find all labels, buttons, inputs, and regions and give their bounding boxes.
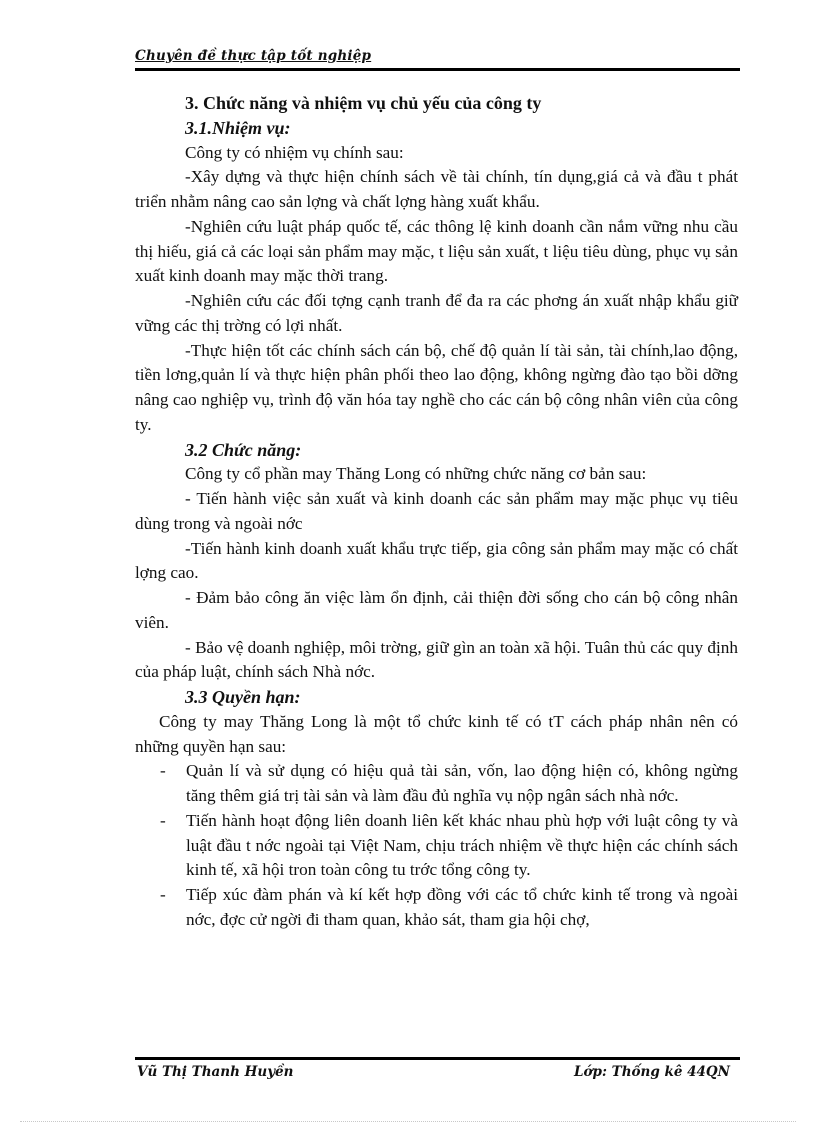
header-title: Chuyên đề thực tập tốt nghiệp	[135, 48, 372, 64]
document-body	[135, 91, 738, 933]
dash-bullet-icon: -	[160, 885, 166, 904]
list-item	[135, 883, 738, 933]
list-item	[135, 759, 738, 809]
list-item-text: Quản lí và sử dụng có hiệu quả tài sản, vốn, lao động hiện có, không ngừng tăng thêm giá trị tài sản và làm đầu đủ nghĩa vụ nộp ngân sách nhà nớc.	[186, 761, 738, 805]
dash-bullet-icon: -	[160, 761, 166, 781]
paragraph: - Đảm bảo công ăn việc làm ổn định, cải thiện đời sống cho cán bộ công nhân viên.	[135, 588, 738, 632]
list-item-text: Tiếp xúc đàm phán và kí kết hợp đồng với các tổ chức kinh tế trong và ngoài nớc, đợc cử ngời đi tham quan, khảo sát, tham gia hội chợ,	[186, 885, 738, 929]
paragraph: - Bảo vệ doanh nghiệp, môi trờng, giữ gìn an toàn xã hội. Tuân thủ các quy định của pháp luật, chính sách Nhà nớc.	[135, 637, 738, 682]
subsection-title-nhiem-vu: 3.1.Nhiệm vụ:	[185, 117, 291, 138]
footer-author: Vũ Thị Thanh Huyền	[137, 1064, 294, 1080]
page-boundary-divider	[20, 1121, 796, 1122]
paragraph: - Tiến hành việc sản xuất và kinh doanh các sản phẩm may mặc phục vụ tiêu dùng trong và ngoài nớc	[135, 489, 738, 533]
section-title: 3. Chức năng và nhiệm vụ chủ yếu của công ty	[185, 93, 542, 113]
subsection-lead: Công ty cổ phần may Thăng Long có những chức năng cơ bản sau:	[185, 464, 647, 484]
page-footer	[135, 1057, 740, 1084]
subsection-title-chuc-nang: 3.2 Chức năng:	[185, 439, 302, 460]
dash-bullet-icon: -	[160, 810, 166, 830]
footer-class: Lớp: Thống kê 44QN	[574, 1064, 730, 1080]
paragraph: -Thực hiện tốt các chính sách cán bộ, chế độ quản lí tài sản, tài chính,lao động, tiền lơng,quản lí và thực hiện phân phối theo lao động, không ngừng đào tạo bồi dỡng nâng cao nghiệp vụ, trình độ văn hóa tay nghề cho các cán bộ công nhân viên của công ty.	[135, 340, 738, 434]
rights-list	[135, 759, 738, 932]
page-header	[135, 46, 740, 71]
paragraph: -Xây dựng và thực hiện chính sách về tài chính, tín dụng,giá cả và đầu t phát triển nhằm nâng cao sản lợng và chất lợng hàng xuất khẩu.	[135, 167, 738, 211]
list-item-text: Tiến hành hoạt động liên doanh liên kết khác nhau phù hợp với luật công ty và luật đầu t nớc ngoài tại Việt Nam, chịu trách nhiệm về thực hiện các chính sách kinh tế, xã hội tron toàn công tu trớc tổng công ty.	[186, 810, 738, 880]
paragraph: -Tiến hành kinh doanh xuất khẩu trực tiếp, gia công sản phẩm may mặc có chất lợng cao.	[135, 538, 738, 583]
list-item	[135, 809, 738, 883]
paragraph: -Nghiên cứu luật pháp quốc tế, các thông lệ kinh doanh cần nắm vững nhu cầu thị hiếu, giá cả các loại sản phẩm may mặc, t liệu sản xuất, t liệu tiêu dùng, phục vụ sản xuất kinh doanh may mặc thời trang.	[135, 216, 738, 286]
subsection-lead: Công ty có nhiệm vụ chính sau:	[185, 142, 404, 162]
paragraph: -Nghiên cứu các đối tợng cạnh tranh để đa ra các phơng án xuất nhập khẩu giữ vững các thị trờng có lợi nhất.	[135, 291, 738, 335]
subsection-lead: Công ty may Thăng Long là một tổ chức kinh tế có tT cách pháp nhân nên có những quyền hạn sau:	[135, 711, 738, 756]
subsection-title-quyen-han: 3.3 Quyền hạn:	[185, 687, 301, 707]
